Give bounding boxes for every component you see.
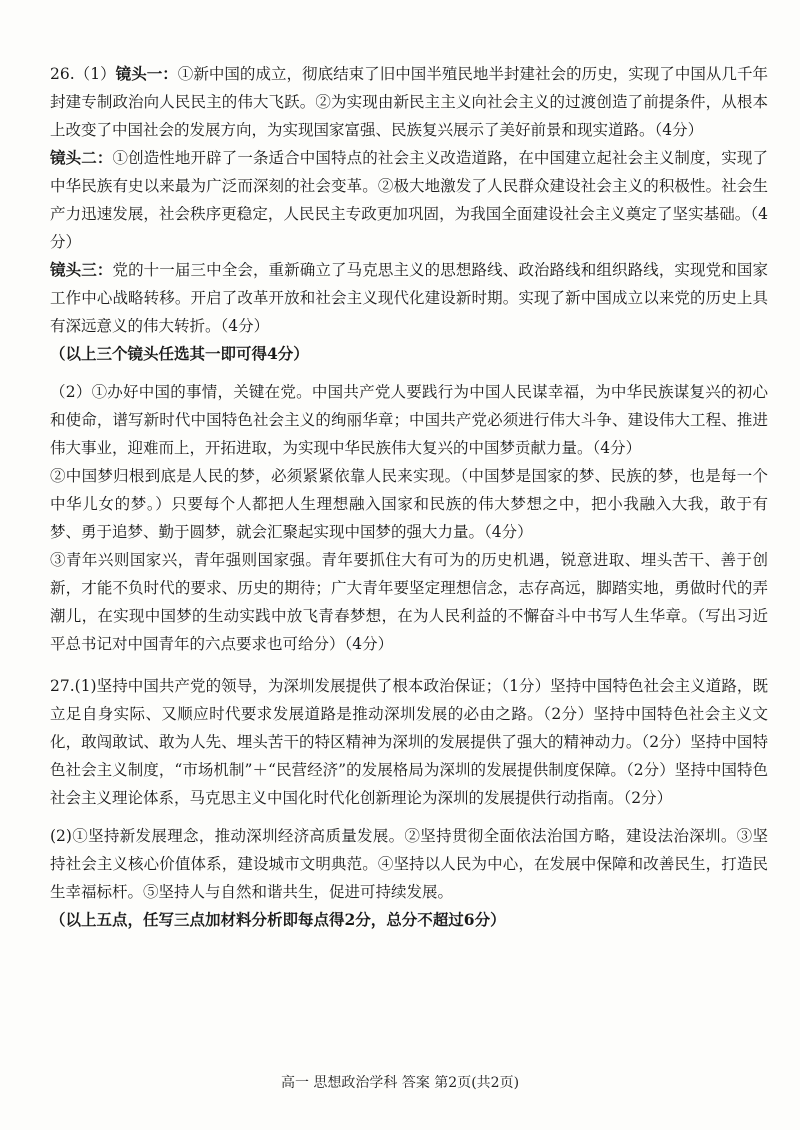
lens1-text: ①新中国的成立，彻底结束了旧中国半殖民地半封建社会的历史，实现了中国从几千年封建专制政治向人民民主的伟大飞跃。②为实现由新民主主义向社会主义的过渡创造了前提条件，从根本上改变了中国社会的发展方向，为实现国家富强、民族复兴展示了美好前景和现实道路。（4分）	[50, 65, 768, 139]
lens3-label: 镜头三：	[50, 260, 113, 279]
answer-sheet	[50, 60, 768, 934]
lens-scoring-note: （以上三个镜头任选其一即可得4分）	[50, 344, 309, 363]
q26-lens2	[50, 144, 768, 256]
q26-lens3	[50, 256, 768, 340]
lens2-text: ①创造性地开辟了一条适合中国特点的社会主义改造道路，在中国建立起社会主义制度，实现了中华民族有史以来最为广泛而深刻的社会变革。②极大地激发了人民群众建设社会主义的积极性。社会生产力迅速发展，社会秩序更稳定，人民民主专政更加巩固，为我国全面建设社会主义奠定了坚实基础。（4分）	[50, 149, 768, 251]
q26-lens1	[50, 60, 768, 144]
q26-part2-point1: （2）①办好中国的事情，关键在党。中国共产党人要践行为中国人民谋幸福，为中华民族谋复兴的初心和使命，谱写新时代中国特色社会主义的绚丽华章；中国共产党必须进行伟大斗争、建设伟大工程、推进伟大事业，迎难而上，开拓进取，为实现中华民族伟大复兴的中国梦贡献力量。（4分）	[50, 383, 768, 457]
lens2-label: 镜头二：	[50, 148, 113, 167]
lens1-label: 镜头一：	[115, 64, 178, 83]
lens3-text: 党的十一届三中全会，重新确立了马克思主义的思想路线、政治路线和组织路线，实现党和国家工作中心战略转移。开启了改革开放和社会主义现代化建设新时期。实现了新中国成立以来党的历史上具有深远意义的伟大转折。（4分）	[50, 261, 768, 335]
q27-part2: (2)①坚持新发展理念，推动深圳经济高质量发展。②坚持贯彻全面依法治国方略，建设法治深圳。③坚持社会主义核心价值体系，建设城市文明典范。④坚持以人民为中心，在发展中保障和改善民生，打造民生幸福标杆。⑤坚持人与自然和谐共生，促进可持续发展。	[50, 827, 768, 901]
q26-part2-point3: ③青年兴则国家兴，青年强则国家强。青年要抓住大有可为的历史机遇，锐意进取、埋头苦干、善于创新，才能不负时代的要求、历史的期待；广大青年要坚定理想信念，志存高远，脚踏实地，勇做时代的弄潮儿，在实现中国梦的生动实践中放飞青春梦想，在为人民利益的不懈奋斗中书写人生华章。（写出习近平总书记对中国青年的六点要求也可给分）（4分）	[50, 551, 768, 653]
q26-part1-number: 26.（1）	[50, 65, 116, 83]
q27-scoring-note: （以上五点，任写三点加材料分析即每点得2分，总分不超过6分）	[50, 910, 506, 929]
q27-part1: 27.(1)坚持中国共产党的领导，为深圳发展提供了根本政治保证；（1分）坚持中国特色社会主义道路，既立足自身实际、又顺应时代要求发展道路是推动深圳发展的必由之路。（2分）坚持中国特色社会主义文化，敢闯敢试、敢为人先、埋头苦干的特区精神为深圳的发展提供了强大的精神动力。（2分）坚持中国特色社会主义制度，“市场机制”＋“民营经济”的发展格局为深圳的发展提供制度保障。（2分）坚持中国特色社会主义理论体系，马克思主义中国化时代化创新理论为深圳的发展提供行动指南。（2分）	[50, 677, 768, 807]
q26-part2-point2: ②中国梦归根到底是人民的梦，必须紧紧依靠人民来实现。（中国梦是国家的梦、民族的梦，也是每一个中华儿女的梦。）只要每个人都把人生理想融入国家和民族的伟大梦想之中，把小我融入大我，敢于有梦、勇于追梦、勤于圆梦，就会汇聚起实现中国梦的强大力量。（4分）	[50, 467, 768, 541]
page-footer: 高一 思想政治学科 答案 第2页(共2页)	[280, 1075, 520, 1091]
